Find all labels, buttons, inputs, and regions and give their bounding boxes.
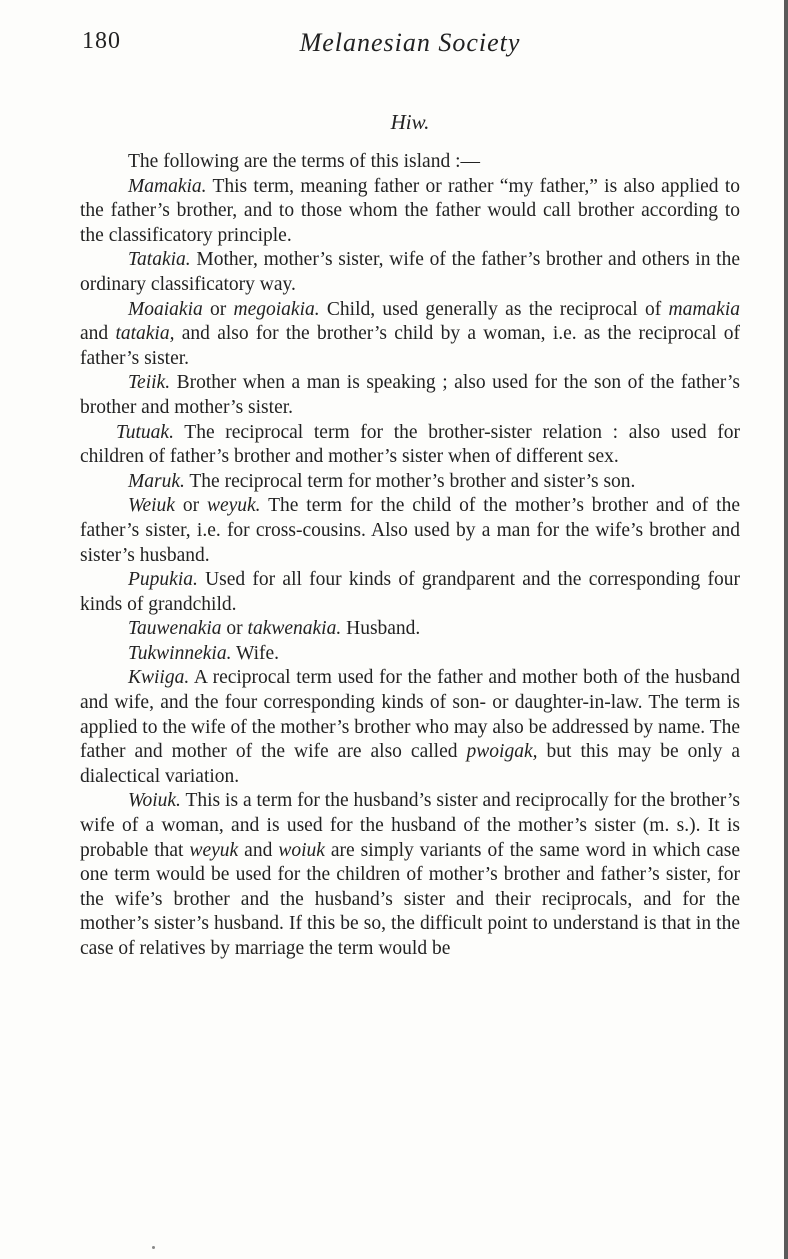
- entry-term: Pupukia.: [128, 569, 198, 591]
- section-heading: Hiw.: [390, 110, 430, 134]
- entry-reference: woiuk: [278, 839, 325, 861]
- entry-term-variant: megoiakia.: [233, 298, 320, 320]
- entry-term: Kwiiga.: [128, 667, 190, 689]
- intro-text: The following are the terms of this island :—: [128, 151, 481, 172]
- entry-paragraph: [80, 617, 740, 642]
- entry-connector: and: [80, 323, 116, 345]
- page-header: [80, 28, 740, 64]
- entry-paragraph: [80, 175, 740, 249]
- entry-text: Mother, mother’s sister, wife of the father’s brother and others in the ordinary classificatory way.: [80, 249, 740, 295]
- entry-paragraph: [80, 421, 740, 470]
- entry-connector: or: [202, 298, 234, 320]
- entry-paragraph: [80, 494, 740, 568]
- entry-reference: pwoigak,: [466, 741, 538, 763]
- entry-term-variant: takwenakia.: [247, 618, 342, 640]
- entry-text: The reciprocal term for the brother-sister relation : also used for children of father’s brother and mother’s sister when of different sex.: [80, 421, 740, 468]
- entry-text: Wife.: [231, 642, 280, 664]
- entry-text: Child, used generally as the reciprocal of: [319, 298, 669, 320]
- entry-term: Tauwenakia: [128, 618, 222, 640]
- entry-reference: tatakia,: [115, 323, 175, 345]
- entry-paragraph: [80, 642, 740, 667]
- entry-paragraph: [80, 666, 740, 789]
- entry-text: This term, meaning father or rather “my father,” is also applied to the father’s brother, and to those whom the father would call brother according to the classificatory principle.: [80, 175, 740, 246]
- entry-paragraph: [80, 298, 740, 372]
- entry-text: but this may be only a dialectical variation.: [80, 741, 740, 787]
- entry-text: Brother when a man is speaking ; also used for the son of the father’s brother and mother’s sister.: [80, 372, 740, 418]
- entry-term: Woiuk.: [128, 790, 181, 812]
- entry-text: This is a term for the husband’s sister and reciprocally for the brother’s wife of a woman, and is used for the husband of the mother’s sister (m. s.). It is probable that: [80, 790, 740, 861]
- entry-term: Moaiakia: [128, 298, 203, 320]
- body-text: [80, 150, 740, 962]
- page-number: 180: [82, 28, 121, 54]
- entry-text: Husband.: [341, 618, 421, 640]
- entry-paragraph: [80, 568, 740, 617]
- entry-text: and also for the brother’s child by a woman, i.e. as the reciprocal of father’s sister.: [80, 323, 741, 369]
- entry-text: are simply variants of the same word in which case one term would be used for the children of mother’s brother and father’s sister, for the wife’s brother and the husband’s sister and their reciprocals, and for the mother’s sister’s husband. If this be so, the difficult point to understand is that in the case of relatives by marriage the term would be: [80, 839, 740, 959]
- intro-paragraph: [80, 150, 740, 175]
- entry-text: The reciprocal term for mother’s brother and sister’s son.: [184, 470, 636, 492]
- entry-term: Tukwinnekia.: [128, 642, 232, 664]
- entry-connector: and: [238, 839, 279, 861]
- entry-term-variant: weyuk.: [206, 495, 261, 517]
- entry-connector: or: [221, 618, 248, 640]
- entry-term: Tatakia.: [128, 249, 191, 271]
- entry-text: A reciprocal term used for the father and mother both of the husband and wife, and the four corresponding kinds of son- or daughter-in-law. The term is applied to the wife of the mother’s brother who may also be addressed by name. The father and mother of the wife are also called: [80, 667, 740, 763]
- entry-reference: weyuk: [189, 839, 239, 861]
- entry-paragraph: [80, 371, 740, 420]
- entry-term: Weiuk: [128, 495, 175, 517]
- entry-term: Mamakia.: [128, 175, 207, 197]
- entry-reference: mamakia: [668, 298, 740, 320]
- entry-paragraph: [80, 248, 740, 297]
- entry-term: Tutuak.: [116, 421, 174, 443]
- entry-text: The term for the child of the mother’s brother and of the father’s sister, i.e. for cross-cousins. Also used by a man for the wife’s brother and sister’s husband.: [80, 495, 740, 566]
- entry-term: Maruk.: [128, 470, 185, 492]
- page-edge: [784, 0, 788, 1259]
- entry-connector: or: [174, 495, 207, 517]
- scan-speck: [152, 1246, 155, 1249]
- entry-paragraph: [80, 789, 740, 961]
- entry-text: Used for all four kinds of grandparent and the corresponding four kinds of grandchild.: [80, 569, 740, 615]
- entry-term: Teiik.: [128, 372, 171, 394]
- entry-paragraph: [80, 470, 740, 495]
- running-title: Melanesian Society: [299, 28, 521, 57]
